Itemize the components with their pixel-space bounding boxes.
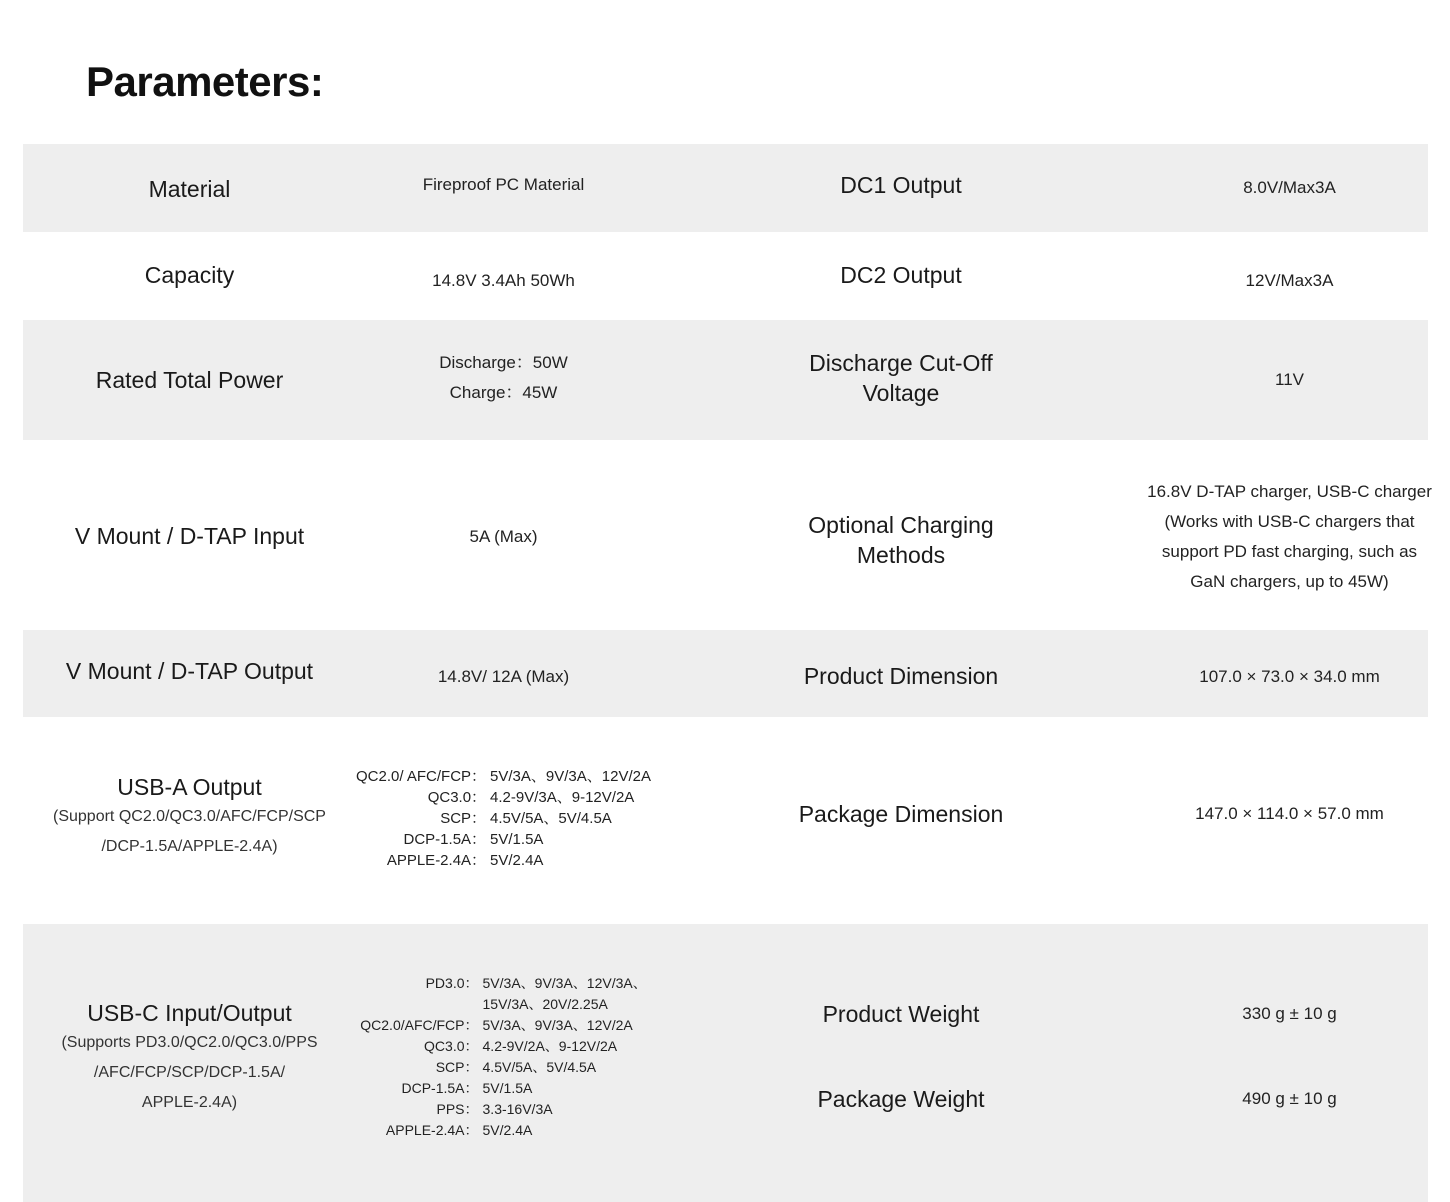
param-label: DC2 Output: [840, 261, 962, 288]
table-row: [23, 320, 1428, 440]
param-label: Material: [148, 176, 231, 202]
param-label: Voltage: [862, 380, 940, 406]
spec-key: PD3.0：: [425, 975, 479, 991]
param-label: V Mount / D-TAP Input: [74, 523, 305, 549]
spec-value: 5V/2.4A: [490, 852, 544, 869]
spec-value: 15V/3A、20V/2.25A: [482, 996, 608, 1012]
spec-value: 5V/1.5A: [482, 1080, 533, 1096]
param-note: (Support QC2.0/QC3.0/AFC/FCP/SCP: [53, 807, 326, 825]
param-value: 16.8V D-TAP charger, USB-C charger: [1147, 481, 1432, 501]
spec-value: 4.2-9V/3A、9-12V/2A: [490, 789, 635, 806]
param-value-cell: [356, 232, 651, 320]
spec-value: 5V/1.5A: [490, 831, 544, 848]
param-label: USB-C Input/Output: [87, 1000, 292, 1026]
param-label-cell: [23, 717, 356, 924]
spec-value: 5V/2.4A: [482, 1122, 533, 1138]
param-value-cell: [356, 924, 651, 1202]
param-label: Methods: [856, 542, 946, 568]
param-label-cell: [651, 232, 1151, 320]
param-label-cell: [23, 144, 356, 232]
spec-key: SCP：: [435, 1059, 479, 1075]
param-value: 14.8V/ 12A (Max): [437, 666, 570, 686]
param-value: Fireproof PC Material: [422, 175, 585, 194]
param-label-cell: [651, 630, 1151, 717]
param-value: 14.8V 3.4Ah 50Wh: [432, 270, 575, 290]
param-value-cell: [356, 440, 651, 630]
spec-key: QC2.0/ AFC/FCP：: [356, 768, 487, 785]
param-value: 490 g ± 10 g: [1242, 1088, 1337, 1108]
table-row: [23, 630, 1428, 717]
param-value-cell: [1151, 924, 1428, 1202]
spec-value: 5V/3A、9V/3A、12V/2A: [490, 768, 651, 785]
param-note: /DCP-1.5A/APPLE-2.4A): [101, 837, 278, 855]
param-label: Product Dimension: [803, 662, 999, 689]
table-row: [23, 232, 1428, 320]
param-value: 8.0V/Max3A: [1243, 178, 1336, 197]
param-value: 330 g ± 10 g: [1242, 1003, 1337, 1023]
table-row: [23, 717, 1428, 924]
parameters-table: [23, 144, 1432, 1202]
param-value: 5A (Max): [469, 527, 538, 546]
param-value-cell: [1151, 144, 1428, 232]
param-value-cell: [1151, 630, 1428, 717]
spec-key: QC2.0/AFC/FCP：: [360, 1017, 479, 1033]
usb-a-spec-list: [356, 766, 651, 871]
param-value-cell: [356, 717, 651, 924]
spec-value: 5V/3A、9V/3A、12V/3A、: [482, 975, 647, 991]
spec-key: QC3.0：: [424, 1038, 479, 1054]
spec-key: DCP-1.5A：: [401, 1080, 479, 1096]
spec-value: 4.5V/5A、5V/4.5A: [482, 1059, 597, 1075]
param-label: Discharge Cut-Off: [809, 350, 993, 376]
param-label: Capacity: [144, 261, 235, 288]
spec-key: QC3.0：: [427, 789, 487, 806]
page-title: Parameters:: [86, 58, 324, 105]
param-value: support PD fast charging, such as: [1161, 541, 1418, 561]
param-label: Optional Charging: [808, 512, 994, 538]
param-label-cell: [651, 440, 1151, 630]
param-value-cell: [1151, 232, 1428, 320]
param-value-cell: [356, 630, 651, 717]
param-value: Charge：45W: [449, 383, 558, 402]
param-value-cell: [1147, 440, 1432, 630]
param-value: (Works with USB-C chargers that: [1164, 511, 1415, 531]
param-note: /AFC/FCP/SCP/DCP-1.5A/: [93, 1064, 286, 1081]
spec-value: 4.2-9V/2A、9-12V/2A: [482, 1038, 618, 1054]
param-label: Rated Total Power: [95, 367, 284, 393]
param-value-cell: [356, 320, 651, 440]
spec-key: [360, 994, 478, 1015]
param-value: 12V/Max3A: [1245, 270, 1334, 290]
param-value-cell: [1151, 717, 1428, 924]
param-label: Product Weight: [822, 1000, 980, 1027]
spec-key: PPS：: [436, 1101, 479, 1117]
table-row: [23, 144, 1428, 232]
param-value: 11V: [1275, 370, 1304, 389]
param-label: Package Dimension: [798, 800, 1004, 827]
spec-key: SCP：: [440, 810, 487, 827]
param-note: (Supports PD3.0/QC2.0/QC3.0/PPS: [61, 1034, 318, 1051]
param-label-cell: [651, 924, 1151, 1202]
param-value-cell: [1151, 320, 1428, 440]
param-label: Package Weight: [817, 1085, 985, 1112]
param-value-cell: [356, 144, 651, 232]
usb-c-spec-list: [360, 973, 646, 1141]
param-value: 147.0 × 114.0 × 57.0 mm: [1195, 803, 1384, 823]
param-label: USB-A Output: [117, 773, 262, 800]
spec-key: APPLE-2.4A：: [385, 1122, 479, 1138]
table-row: [23, 924, 1428, 1202]
param-label-cell: [23, 924, 356, 1202]
param-label-cell: [651, 144, 1151, 232]
spec-key: APPLE-2.4A：: [386, 852, 487, 869]
param-label-cell: [651, 320, 1151, 440]
param-label: V Mount / D-TAP Output: [65, 657, 314, 684]
param-label-cell: [23, 440, 356, 630]
param-label-cell: [651, 717, 1151, 924]
spec-value: 5V/3A、9V/3A、12V/2A: [482, 1017, 633, 1033]
table-row: [23, 440, 1432, 630]
param-label-cell: [23, 320, 356, 440]
param-value: Discharge：50W: [439, 353, 568, 372]
spec-key: DCP-1.5A：: [403, 831, 487, 848]
spec-value: 3.3-16V/3A: [482, 1101, 553, 1117]
spec-value: 4.5V/5A、5V/4.5A: [490, 810, 612, 827]
param-value: GaN chargers, up to 45W): [1190, 571, 1389, 591]
param-label: DC1 Output: [840, 172, 962, 198]
param-value: 107.0 × 73.0 × 34.0 mm: [1199, 666, 1380, 686]
param-note: APPLE-2.4A): [141, 1094, 238, 1111]
param-label-cell: [23, 630, 356, 717]
param-label-cell: [23, 232, 356, 320]
